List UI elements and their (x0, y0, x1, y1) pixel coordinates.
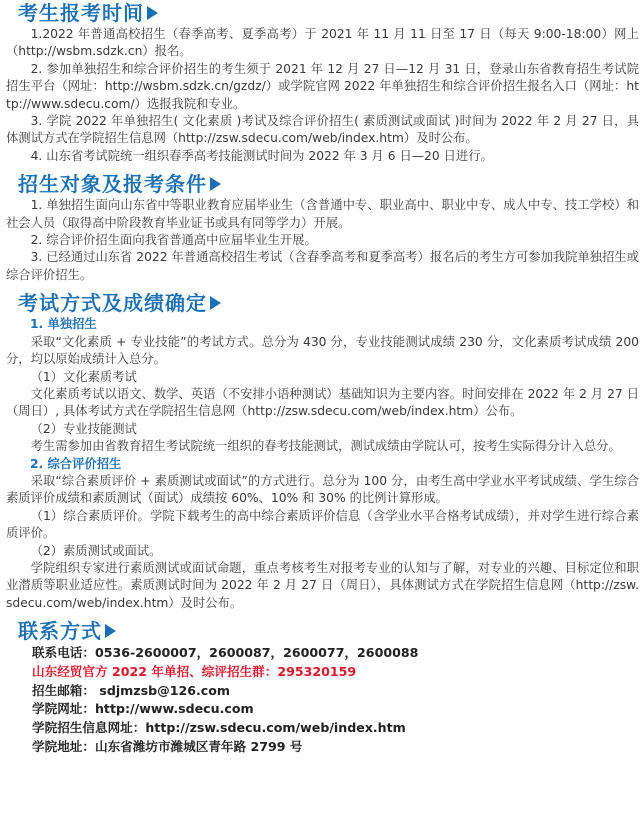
paragraph: （1）综合素质评价。学院下载考生的高中综合素质评价信息（含学业水平合格考试成绩），并对学生进行综合素质评价。 (6, 508, 639, 541)
paragraph: 文化素质考试以语文、数学、英语（不安排小语种测试）基础知识为主要内容。时间安排在 2022 年 2 月 27 日（周日）, 具体考试方式在学院招生信息网（http://zsw.sdecu.com/web/index.htm）公布。 (6, 386, 639, 419)
section-title-text: 招生对象及报考条件 (18, 172, 207, 197)
contact-website: 学院网址：http://www.sdecu.com (32, 701, 254, 717)
contact-phone: 联系电话：0536-2600007，2600087，2600077，2600088 (32, 645, 419, 661)
triangle-icon (147, 6, 158, 20)
paragraph: 采取“文化素质 + 专业技能”的考试方式。总分为 430 分，专业技能测试成绩 230 分，文化素质考试成绩 200 分，均以原始成绩计入总分。 (6, 334, 639, 367)
section-title-eligibility (6, 171, 639, 197)
paragraph: （1）文化素质考试 (30, 369, 137, 384)
contact-qq-group: 山东经贸官方 2022 年单招、综评招生群：295320159 (32, 663, 357, 679)
triangle-icon (210, 177, 221, 191)
paragraph: 采取“综合素质评价 + 素质测试或面试”的方式进行。总分为 100 分，由考生高中学业水平考试成绩、学生综合素质评价成绩和素质测试（面试）成绩按 60%、10% 和 30% 的比例计算形成。 (6, 473, 639, 506)
subsection-heading: 2. 综合评价招生 (30, 456, 122, 471)
paragraph: 4. 山东省考试院统一组织春季高考技能测试时间为 2022 年 3 月 6 日—20 日进行。 (30, 148, 493, 163)
contact-address: 学院地址：山东省潍坊市潍城区青年路 2799 号 (32, 738, 303, 754)
section-title-text: 考生报考时间 (18, 1, 144, 25)
paragraph: （2）素质测试或面试。 (30, 543, 162, 558)
paragraph: （2）专业技能测试 (30, 421, 137, 436)
contact-email: 招生邮箱： sdjmzsb@126.com (32, 682, 231, 698)
section-title-text: 考试方式及成绩确定 (18, 291, 207, 316)
paragraph: 2. 参加单独招生和综合评价招生的考生须于 2021 年 12 月 27 日—12 月 31 日，登录山东省教育招生考试院招生平台（网址：http://wsbm.sdzk.cn/gzdz/）或学院官网 2022 年单独招生和综合评价招生报名入口（网址：http://www.sdecu.com/）选报我院和专业。 (6, 61, 639, 111)
section-title-text: 联系方式 (18, 619, 102, 644)
paragraph: 1.2022 年普通高校招生（春季高考、夏季高考）于 2021 年 11 月 11 日至 17 日（每天 9:00-18:00）网上（http://wsbm.sdzk.cn）报名。 (6, 27, 639, 59)
triangle-icon (210, 296, 221, 310)
section-title-contact (6, 618, 639, 644)
contact-admissions-site: 学院招生信息网址：http://zsw.sdecu.com/web/index.htm (32, 720, 406, 735)
section-title-exam-time (6, 0, 639, 26)
paragraph: 考生需参加由省教育招生考试院统一组织的春考技能测试，测试成绩由学院认可，按考生实际得分计入总分。 (30, 439, 621, 454)
paragraph: 学院组织专家进行素质测试或面试命题，重点考核考生对报考专业的认知与了解，对专业的兴趣、目标定位和职业潜质等职业适应性。素质测试时间为 2022 年 2 月 27 日（周日），具体测试方式在学院招生信息网（http://zsw.sdecu.com/web/index.htm）及时公布。 (6, 560, 639, 610)
paragraph: 1. 单独招生面向山东省中等职业教育应届毕业生（含普通中专、职业高中、职业中专、成人中专、技工学校）和社会人员（取得高中阶段教育毕业证书或具有同等学力）开展。 (6, 198, 639, 230)
section-title-exam-method (6, 290, 639, 316)
triangle-icon (105, 624, 116, 638)
paragraph: 3. 已经通过山东省 2022 年普通高校招生考试（含春季高考和夏季高考）报名后的考生方可参加我院单独招生或综合评价招生。 (6, 250, 639, 282)
paragraph: 2. 综合评价招生面向我省普通高中应届毕业生开展。 (30, 233, 317, 248)
paragraph: 3. 学院 2022 年单独招生( 文化素质 )考试及综合评价招生( 素质测试或面试 )时间为 2022 年 2 月 27 日，具体测试方式在学院招生信息网（http://zsw.sdecu.com/web/index.htm）及时公布。 (6, 114, 639, 146)
contact-block (6, 644, 639, 756)
subsection-heading: 1. 单独招生 (30, 317, 97, 332)
